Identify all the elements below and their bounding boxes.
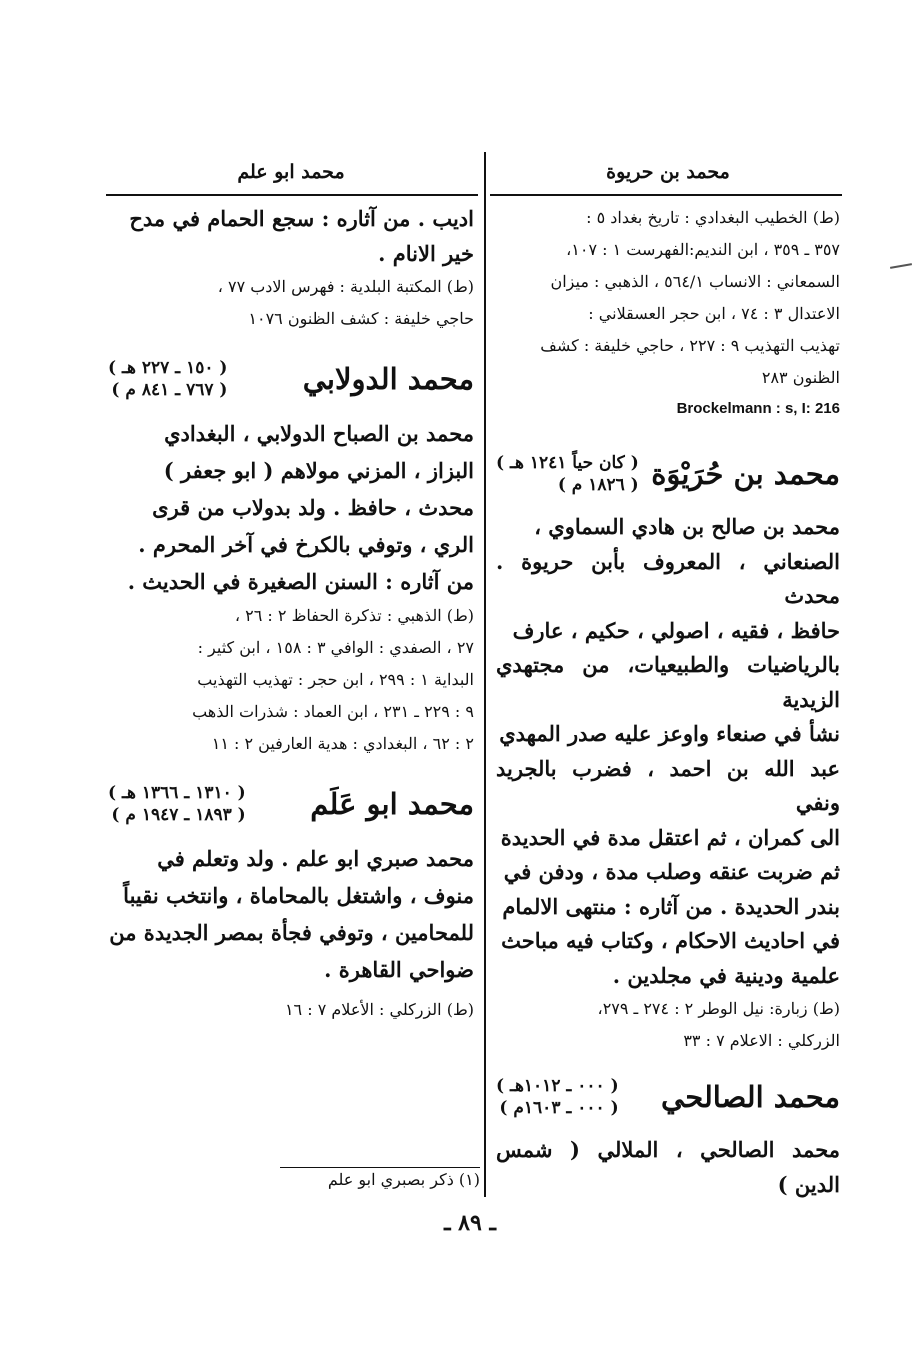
entry-heading-salihi xyxy=(496,1075,840,1119)
body-line: الصنعاني ، المعروف بأبن حريوة . محدث xyxy=(496,548,840,608)
body-line: اديب . من آثاره : سجع الحمام في مدح xyxy=(129,206,474,231)
body-line: عبد الله بن احمد ، فضرب بالجريد ونفي xyxy=(496,755,840,815)
body-line: الى كمران ، ثم اعتقل مدة في الحديدة xyxy=(500,824,840,850)
margin-mark xyxy=(890,263,912,269)
body-line: من آثاره : السنن الصغيرة في الحديث . xyxy=(127,569,474,594)
ref-line: (ط) زبارة: نيل الوطر ٢ : ٢٧٤ ـ ٢٧٩، xyxy=(597,999,840,1018)
body-line: علمية ودينية في مجلدين . xyxy=(612,962,840,988)
entry-name: محمد بن حُرَيْوَة xyxy=(651,457,840,491)
date-hijri: ( ١٥٠ ـ ٢٢٧ هـ ) xyxy=(108,358,228,378)
entry-name: محمد الصالحي xyxy=(661,1080,840,1114)
right-running-header: محمد بن حريوة xyxy=(606,161,730,183)
entry-heading-ibn-haraywa xyxy=(496,452,840,496)
entry-dates xyxy=(108,782,246,826)
entry-heading-dulabi xyxy=(108,357,474,401)
entry-heading-abu-alam xyxy=(108,782,474,826)
body-line: الري ، وتوفي بالكرخ في آخر المحرم . xyxy=(138,532,474,557)
ref-line: ٣٥٧ ـ ٣٥٩ ، ابن النديم:الفهرست ١ : ١٠٧، xyxy=(566,240,840,259)
date-gregorian: ( ١٨٢٦ م ) xyxy=(557,475,639,495)
body-line: بالرياضيات والطبيعيات، من مجتهدي الزيدية xyxy=(496,652,840,712)
body-line: خير الانام . xyxy=(378,240,474,266)
entry-dates xyxy=(496,1075,619,1119)
ref-line: (ط) المكتبة البلدية : فهرس الادب ٧٧ ، xyxy=(217,277,474,296)
right-top-references xyxy=(496,202,840,424)
footnote-rule xyxy=(280,1167,480,1168)
ref-line: ٢٧ ، الصفدي : الوافي ٣ : ١٥٨ ، ابن كثير : xyxy=(197,638,474,657)
footnote: (١) ذكر بصبري ابو علم xyxy=(327,1170,480,1189)
body-line: محمد بن الصباح الدولابي ، البغدادي xyxy=(164,421,474,446)
ref-line: ٢ : ٦٢ ، البغدادي : هدية العارفين ٢ : ١١ xyxy=(211,734,474,753)
body-line: حافظ ، فقيه ، اصولي ، حكيم ، عارف xyxy=(512,617,840,643)
date-hijri: ( كان حياً ١٢٤١ هـ ) xyxy=(496,453,639,473)
page-number: ـ ٨٩ ـ xyxy=(444,1210,496,1236)
body-line: للمحامين ، وتوفي فجأة بمصر الجديدة من xyxy=(109,920,474,945)
body-line: البزاز ، المزني مولاهم ( ابو جعفر ) xyxy=(163,458,474,483)
body-line: محمد صبري ابو علم . ولد وتعلم في xyxy=(157,846,474,871)
ref-line: الاعتدال ٣ : ٧٤ ، ابن حجر العسقلاني : xyxy=(588,304,840,323)
entry-body xyxy=(496,1133,840,1202)
body-line: منوف ، واشتغل بالمحاماة ، وانتخب نقيباً xyxy=(123,883,474,908)
continued-entry-references xyxy=(108,271,474,335)
body-line: محمد الصالحي ، الملالي ( شمس الدين ) xyxy=(496,1137,840,1197)
ref-line: الزركلي : الاعلام ٧ : ٣٣ xyxy=(683,1031,840,1050)
date-hijri: ( ١٣١٠ ـ ١٣٦٦ هـ ) xyxy=(108,783,246,803)
left-running-header: محمد ابو علم xyxy=(237,161,345,183)
ref-line: السمعاني : الانساب ٥٦٤/١ ، الذهبي : ميزان xyxy=(550,272,840,291)
ref-line: الظنون ٢٨٣ xyxy=(761,368,840,387)
entry-name: محمد الدولابي xyxy=(302,362,474,396)
ref-line: (ط) الذهبي : تذكرة الحفاظ ٢ : ٢٦ ، xyxy=(234,606,474,625)
entry-references xyxy=(496,993,840,1057)
body-line: ثم ضربت عنقه وصلب مدة ، ودفن في xyxy=(503,859,840,884)
entry-body xyxy=(108,415,474,600)
ref-line: (ط) الزركلي : الأعلام ٧ : ١٦ xyxy=(284,1000,474,1019)
column-divider xyxy=(484,152,486,1197)
ref-line: تهذيب التهذيب ٩ : ٢٢٧ ، حاجي خليفة : كشف xyxy=(540,336,840,355)
entry-references xyxy=(108,994,474,1026)
latin-reference: Brockelmann : s, I: 216 xyxy=(676,400,840,417)
entry-dates xyxy=(108,357,227,401)
date-gregorian: ( ٠٠٠ ـ ١٦٠٣م ) xyxy=(499,1098,619,1118)
body-line: ضواحي القاهرة . xyxy=(324,957,474,982)
entry-references xyxy=(108,600,474,760)
ref-line: (ط) الخطيب البغدادي : تاريخ بغداد ٥ : xyxy=(586,208,840,227)
body-line: محمد بن صالح بن هادي السماوي ، xyxy=(534,514,840,539)
continued-entry-body xyxy=(108,202,474,271)
body-line: نشأ في صنعاء واوعز عليه صدر المهدي xyxy=(499,721,840,746)
body-line: بندر الحديدة . من آثاره : منتهى الالمام xyxy=(502,893,840,919)
date-hijri: ( ٠٠٠ ـ ١٠١٢هـ ) xyxy=(496,1076,619,1096)
entry-dates xyxy=(496,452,639,496)
entry-body xyxy=(496,510,840,993)
body-line: محدث ، حافظ . ولد بدولاب من قرى xyxy=(152,495,474,520)
left-column xyxy=(108,150,474,1026)
ref-line: حاجي خليفة : كشف الظنون ١٠٧٦ xyxy=(248,309,474,328)
entry-body xyxy=(108,840,474,988)
ref-line: ٩ : ٢٢٩ ـ ٢٣١ ، ابن العماد : شذرات الذهب xyxy=(192,702,474,721)
body-line: في احاديث الاحكام ، وكتاب فيه مباحث xyxy=(501,928,840,953)
date-gregorian: ( ٧٦٧ ـ ٨٤١ م ) xyxy=(111,380,228,400)
ref-line: البداية ١ : ٢٩٩ ، ابن حجر : تهذيب التهذيب xyxy=(197,670,474,689)
date-gregorian: ( ١٨٩٣ ـ ١٩٤٧ م ) xyxy=(111,805,246,825)
right-column xyxy=(496,150,840,1202)
entry-name: محمد ابو عَلَم xyxy=(310,787,474,821)
